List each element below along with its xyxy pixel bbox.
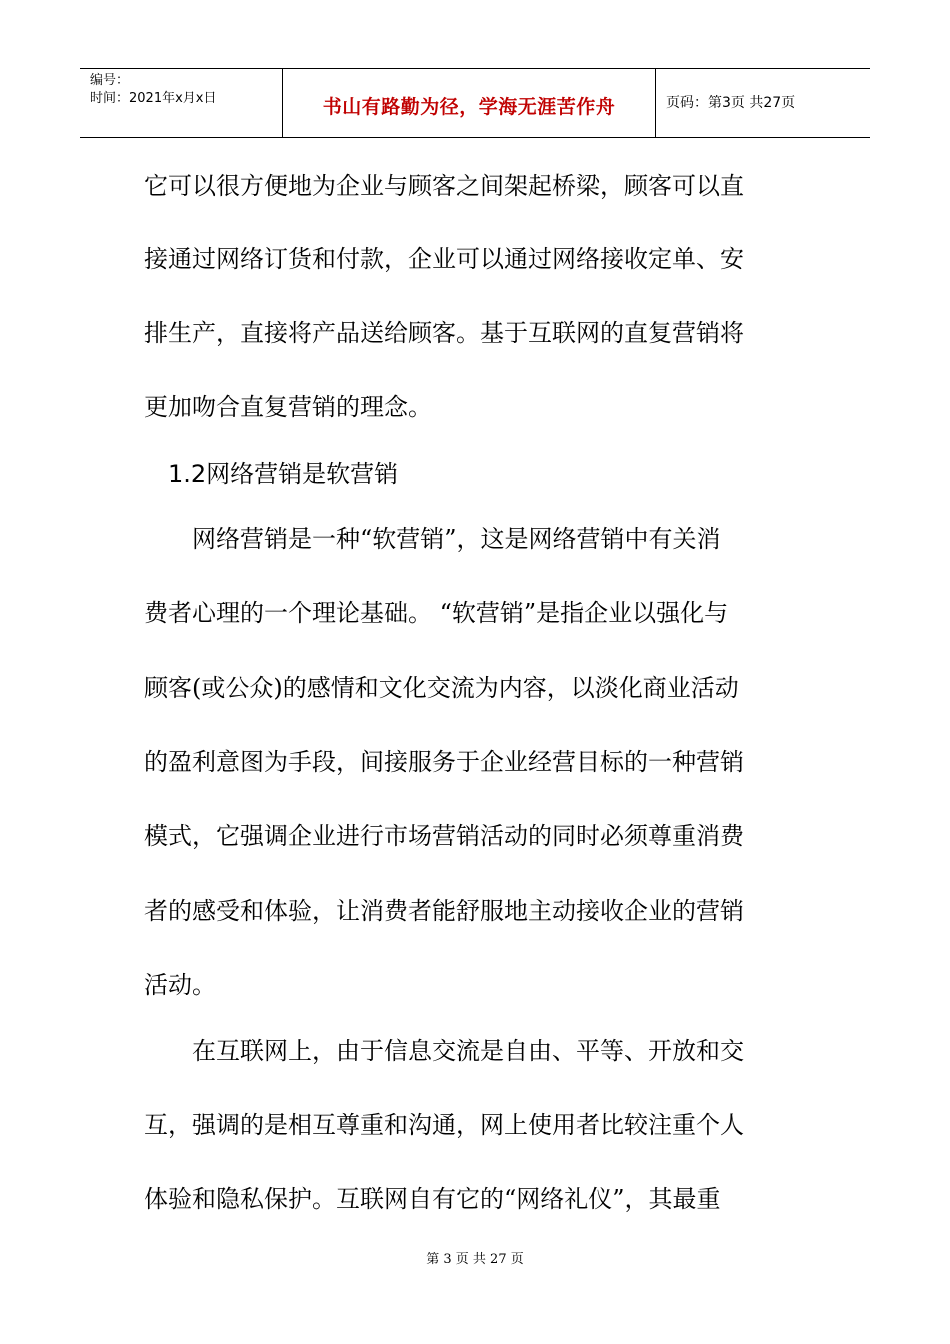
body-line-2: 接通过网络订货和付款，企业可以通过网络接收定单、安 [144, 245, 744, 273]
header-page-cell [656, 69, 870, 137]
body-line-10: 模式，它强调企业进行市场营销活动的同时必须尊重消费 [144, 822, 744, 850]
body-line-14: 互，强调的是相互尊重和沟通，网上使用者比较注重个人 [144, 1111, 744, 1139]
doc-time-label: 时间：2021年x月x日 [90, 91, 217, 106]
body-line-12: 活动。 [144, 971, 216, 999]
header-meta-cell [80, 69, 283, 137]
body-line-13: 在互联网上，由于信息交流是自由、平等、开放和交 [144, 1037, 744, 1065]
header-motto: 书山有路勤为径，学海无涯苦作舟 [322, 96, 616, 118]
body-line-7: 费者心理的一个理论基础。 “软营销”是指企业以强化与 [144, 599, 729, 627]
body-line-15: 体验和隐私保护。互联网自有它的“网络礼仪”，其最重 [144, 1185, 721, 1213]
header-page-info: 页码：第3页 共27页 [666, 95, 796, 111]
header-motto-cell [283, 69, 656, 137]
page-header [80, 68, 870, 138]
body-line-4: 更加吻合直复营销的理念。 [144, 393, 432, 421]
body-line-9: 的盈利意图为手段，间接服务于企业经营目标的一种营销 [144, 748, 744, 776]
page-footer: 第 3 页 共 27 页 [426, 1252, 524, 1267]
body-line-6: 网络营销是一种“软营销”，这是网络营销中有关消 [144, 525, 721, 553]
body-line-3: 排生产，直接将产品送给顾客。基于互联网的直复营销将 [144, 319, 744, 347]
body-line-8: 顾客(或公众)的感情和文化交流为内容，以淡化商业活动 [144, 674, 739, 702]
doc-number-label: 编号： [90, 73, 130, 88]
section-heading: 1.2网络营销是软营销 [144, 460, 399, 488]
body-line-1: 它可以很方便地为企业与顾客之间架起桥梁，顾客可以直 [144, 172, 744, 200]
body-line-11: 者的感受和体验，让消费者能舒服地主动接收企业的营销 [144, 897, 744, 925]
